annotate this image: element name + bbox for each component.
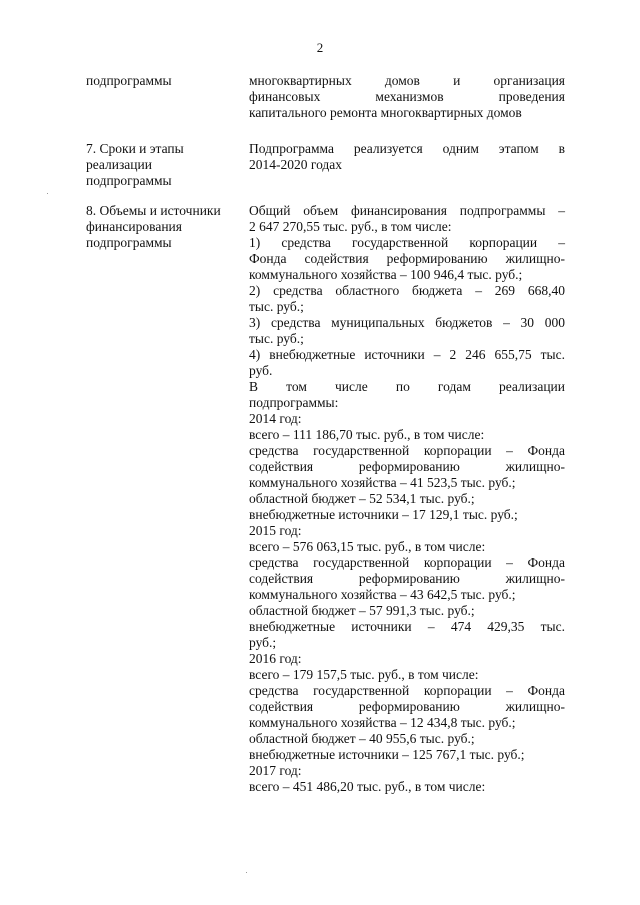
row-label [86,73,236,89]
value-line: 2015 год: [249,523,302,538]
value-line: руб.; [249,635,277,650]
value-line: всего – 576 063,15 тыс. руб., в том числе: [249,539,486,554]
value-line: всего – 111 186,70 тыс. руб., в том числе: [249,427,485,442]
value-line: всего – 179 157,5 тыс. руб., в том числе: [249,667,479,682]
value-line: областной бюджет – 52 534,1 тыс. руб.; [249,491,475,506]
value-line: капитального ремонта многоквартирных домов [249,105,522,120]
value-line: внебюджетные источники – 125 767,1 тыс. руб.; [249,747,525,762]
value-line: Подпрограмма реализуется одним этапом в [249,141,565,156]
value-line: областной бюджет – 40 955,6 тыс. руб.; [249,731,475,746]
label-line: подпрограммы [86,235,172,250]
value-line: 4) внебюджетные источники – 2 246 655,75 тыс. [249,347,565,362]
value-line: содействия реформированию жилищно- [249,459,565,474]
value-line: 2014-2020 годах [249,157,343,172]
row-label [86,141,236,189]
value-line: коммунального хозяйства – 41 523,5 тыс. руб.; [249,475,516,490]
value-line: подпрограммы: [249,395,339,410]
label-line: 8. Объемы и источники [86,203,221,218]
value-line: 1) средства государственной корпорации – [249,235,565,250]
value-line: средства государственной корпорации – Фонда [249,683,565,698]
value-line: Общий объем финансирования подпрограммы – [249,203,565,218]
value-line: тыс. руб.; [249,331,304,346]
value-line: 2) средства областного бюджета – 269 668,40 [249,283,565,298]
value-line: всего – 451 486,20 тыс. руб., в том числе: [249,779,486,794]
value-line: 2017 год: [249,763,302,778]
value-line: средства государственной корпорации – Фонда [249,443,565,458]
row-value [249,141,565,173]
value-line: коммунального хозяйства – 43 642,5 тыс. руб.; [249,587,516,602]
value-line: содействия реформированию жилищно- [249,571,565,586]
value-line: В том числе по годам реализации [249,379,565,394]
row-value [249,203,565,795]
value-line: финансовых механизмов проведения [249,89,565,104]
value-line: 2016 год: [249,651,302,666]
value-line: областной бюджет – 57 991,3 тыс. руб.; [249,603,475,618]
value-line: тыс. руб.; [249,299,304,314]
label-line: подпрограммы [86,173,172,188]
scan-speck [47,193,48,194]
value-line: руб. [249,363,273,378]
value-line: внебюджетные источники – 17 129,1 тыс. руб.; [249,507,518,522]
value-line: содействия реформированию жилищно- [249,699,565,714]
row-label [86,203,236,251]
value-line: средства государственной корпорации – Фонда [249,555,565,570]
value-line: многоквартирных домов и организация [249,73,565,88]
value-line: 3) средства муниципальных бюджетов – 30 000 [249,315,565,330]
value-line: Фонда содействия реформированию жилищно- [249,251,565,266]
value-line: внебюджетные источники – 474 429,35 тыс. [249,619,565,634]
value-line: 2 647 270,55 тыс. руб., в том числе: [249,219,452,234]
label-line: подпрограммы [86,73,172,88]
page-number: 2 [316,40,324,55]
label-line: финансирования [86,219,182,234]
value-line: 2014 год: [249,411,302,426]
value-line: коммунального хозяйства – 12 434,8 тыс. руб.; [249,715,516,730]
label-line: реализации [86,157,152,172]
value-line: коммунального хозяйства – 100 946,4 тыс. руб.; [249,267,523,282]
label-line: 7. Сроки и этапы [86,141,184,156]
row-value [249,73,565,121]
scan-speck [246,872,247,873]
